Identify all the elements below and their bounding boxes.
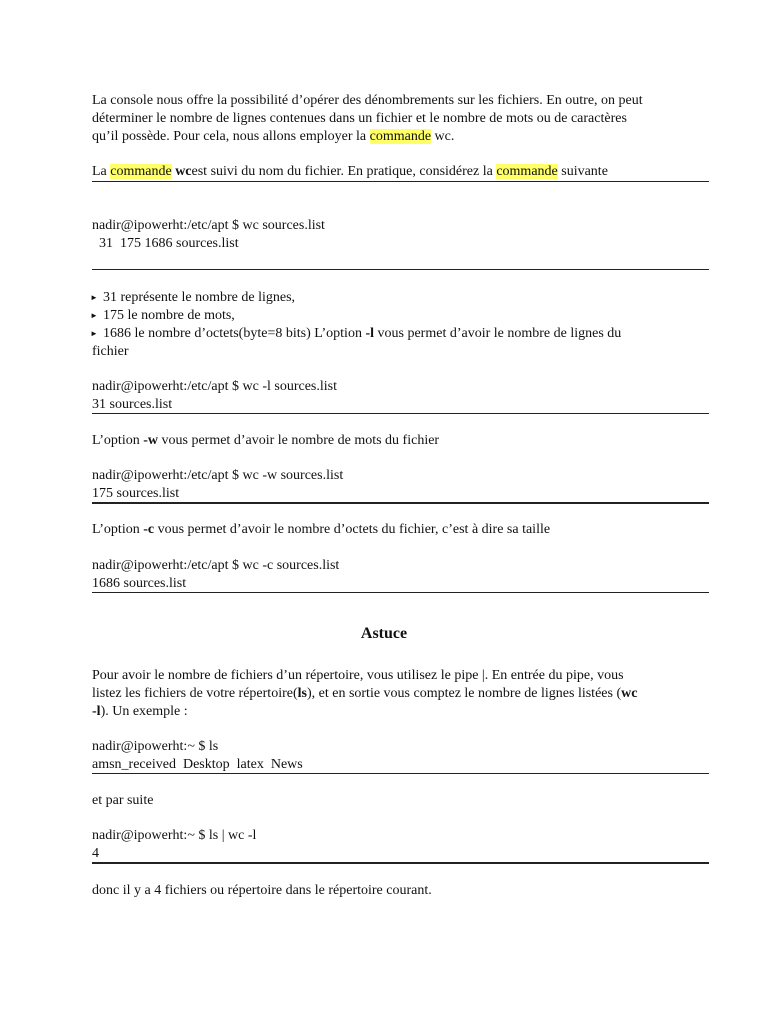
intro-line-2: [92, 110, 627, 128]
terminal-command: nadir@ipowerht:/etc/apt $ wc -l sources.list: [92, 379, 337, 394]
terminal-command: nadir@ipowerht:/etc/apt $ wc -c sources.list: [92, 558, 340, 573]
text-fragment: L’option: [92, 522, 144, 537]
section-divider: [92, 181, 709, 182]
bold-option: -l: [365, 326, 375, 341]
intro-text: déterminer le nombre de lignes contenues dans un fichier et le nombre de mots ou de caractères: [92, 111, 627, 126]
bullet-icon: ►: [90, 311, 98, 320]
text-fragment: ). Un exemple :: [100, 704, 188, 719]
bullet-item: 175 le nombre de mots,: [103, 308, 235, 323]
intro-line-1: [92, 92, 643, 110]
text-fragment: est suivi du nom du fichier. En pratique, considérez la: [191, 164, 497, 179]
conclusion-text: donc il y a 4 fichiers ou répertoire dans le répertoire courant.: [92, 883, 432, 898]
astuce-line-1: Pour avoir le nombre de fichiers d’un répertoire, vous utilisez le pipe |. En entrée du pipe, vous: [92, 668, 624, 683]
text-fragment: La: [92, 164, 111, 179]
section-divider: [92, 862, 709, 864]
astuce-line-2: [92, 685, 637, 703]
intro-text: wc.: [431, 129, 455, 144]
bullet-icon: ►: [90, 329, 98, 338]
highlighted-word: commande: [496, 164, 558, 179]
bullet-item-continuation: fichier: [92, 344, 129, 359]
option-description: [92, 521, 550, 539]
intro-text: La console nous offre la possibilité d’opérer des dénombrements sur les fichiers. En outre, on peut: [92, 93, 643, 108]
bold-command: wc: [621, 686, 638, 701]
text-fragment: ), et en sortie vous comptez le nombre de lignes listées (: [306, 686, 622, 701]
bold-command: wc: [175, 164, 192, 179]
section-heading: Astuce: [360, 625, 408, 642]
text-fragment: listez les fichiers de votre répertoire(: [92, 686, 298, 701]
bullet-icon: ►: [90, 293, 98, 302]
bold-option: -w: [143, 433, 158, 448]
section-divider: [92, 413, 709, 414]
terminal-command: nadir@ipowerht:/etc/apt $ wc -w sources.list: [92, 468, 344, 483]
section-divider: [92, 502, 709, 504]
terminal-output: 1686 sources.list: [92, 576, 187, 591]
bold-option: -c: [143, 522, 155, 537]
text-fragment: suivante: [557, 164, 608, 179]
transition-text: et par suite: [92, 793, 154, 808]
terminal-output: 31 175 1686 sources.list: [92, 236, 239, 251]
text-fragment: L’option: [92, 433, 144, 448]
terminal-command: nadir@ipowerht:~ $ ls | wc -l: [92, 828, 257, 843]
highlighted-word: commande: [369, 129, 432, 144]
section-divider: [92, 773, 709, 774]
bold-option: -l: [92, 704, 101, 719]
bullet-item: 31 représente le nombre de lignes,: [103, 290, 296, 305]
text-fragment: vous permet d’avoir le nombre de mots du fichier: [158, 433, 440, 448]
terminal-command: nadir@ipowerht:/etc/apt $ wc sources.list: [92, 218, 325, 233]
section-divider: [92, 269, 709, 270]
intro-text: qu’il possède. Pour cela, nous allons employer la: [92, 129, 370, 144]
highlighted-word: commande: [110, 164, 172, 179]
section-divider: [92, 592, 709, 593]
terminal-output: amsn_received Desktop latex News: [92, 757, 303, 772]
intro-line-3: [92, 128, 454, 146]
text-fragment: vous permet d’avoir le nombre de lignes du: [374, 326, 622, 341]
text-fragment: 1686 le nombre d’octets(byte=8 bits) L’option: [103, 326, 366, 341]
terminal-output: 175 sources.list: [92, 486, 180, 501]
text-fragment: vous permet d’avoir le nombre d’octets du fichier, c’est à dire sa taille: [154, 522, 551, 537]
astuce-line-3: [92, 703, 188, 721]
terminal-output: 4: [92, 846, 99, 861]
command-intro-line: [92, 163, 608, 181]
bullet-item: [103, 325, 621, 343]
terminal-command: nadir@ipowerht:~ $ ls: [92, 739, 219, 754]
option-description: [92, 432, 439, 450]
terminal-output: 31 sources.list: [92, 397, 173, 412]
bold-command: ls: [297, 686, 307, 701]
